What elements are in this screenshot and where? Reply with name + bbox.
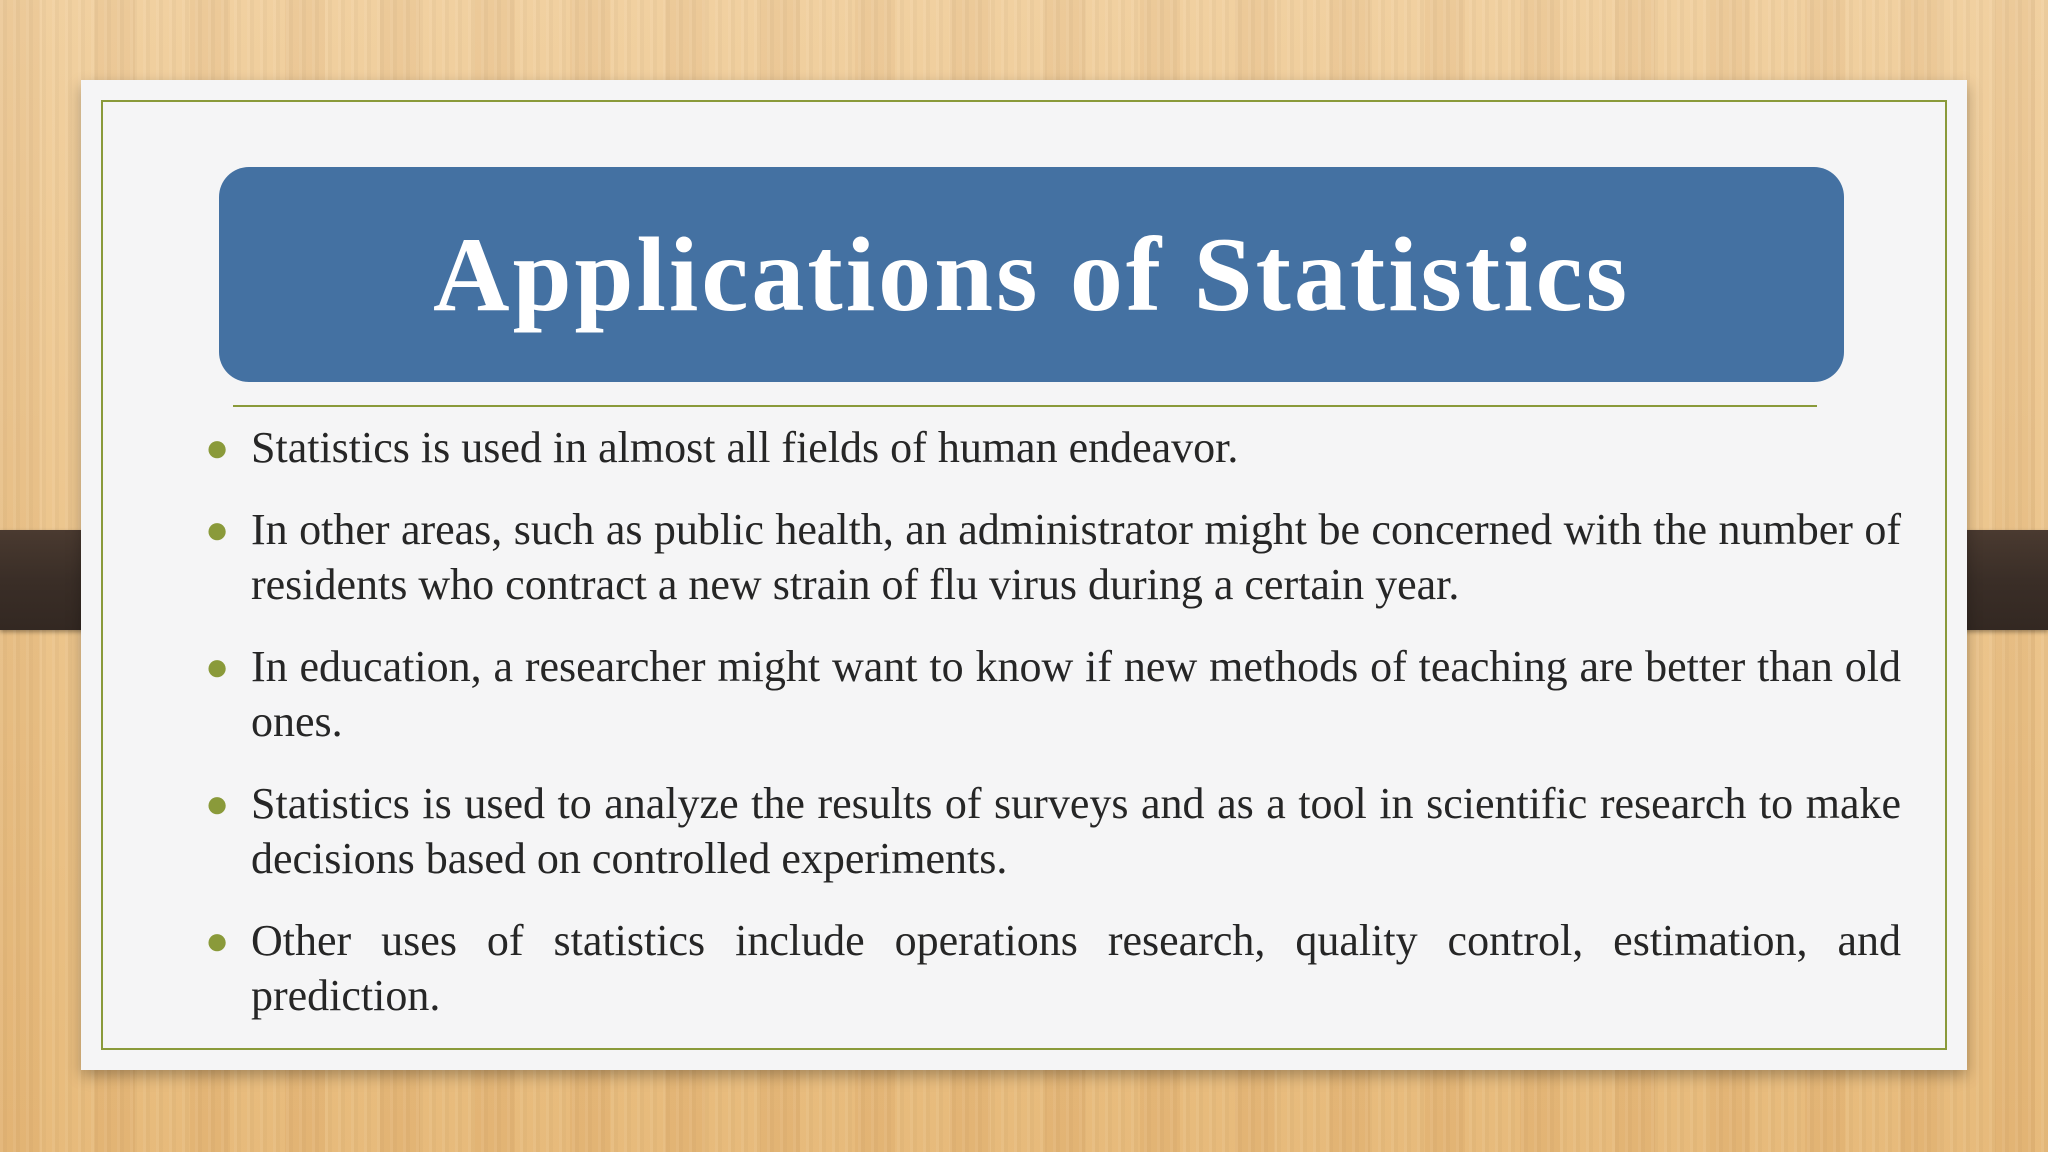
bullet-dot-icon: ●: [205, 644, 230, 689]
slide-title: Applications of Statistics: [433, 215, 1630, 333]
bullet-item: [201, 776, 1901, 886]
bullet-text: Statistics is used in almost all fields of human endeavor.: [251, 423, 1239, 472]
bullet-text: Other uses of statistics include operations research, quality control, estimation, and prediction.: [251, 916, 1901, 1020]
bullet-item: [201, 913, 1901, 1023]
bullet-dot-icon: ●: [205, 918, 230, 963]
title-divider: [233, 405, 1817, 407]
bullet-text: In education, a researcher might want to know if new methods of teaching are better than old ones.: [251, 642, 1901, 746]
title-box: [219, 167, 1844, 382]
bullet-item: [201, 420, 1901, 475]
bullet-text: Statistics is used to analyze the results of surveys and as a tool in scientific research to make decisions based on controlled experiments.: [251, 779, 1901, 883]
bullet-item: [201, 502, 1901, 612]
bullet-text: In other areas, such as public health, an administrator might be concerned with the number of residents who contract a new strain of flu virus during a certain year.: [251, 505, 1901, 609]
slide: [81, 80, 1967, 1070]
bullet-list: [201, 420, 1901, 1050]
bullet-dot-icon: ●: [205, 781, 230, 826]
bullet-item: [201, 639, 1901, 749]
bullet-dot-icon: ●: [205, 425, 230, 470]
bullet-dot-icon: ●: [205, 507, 230, 552]
